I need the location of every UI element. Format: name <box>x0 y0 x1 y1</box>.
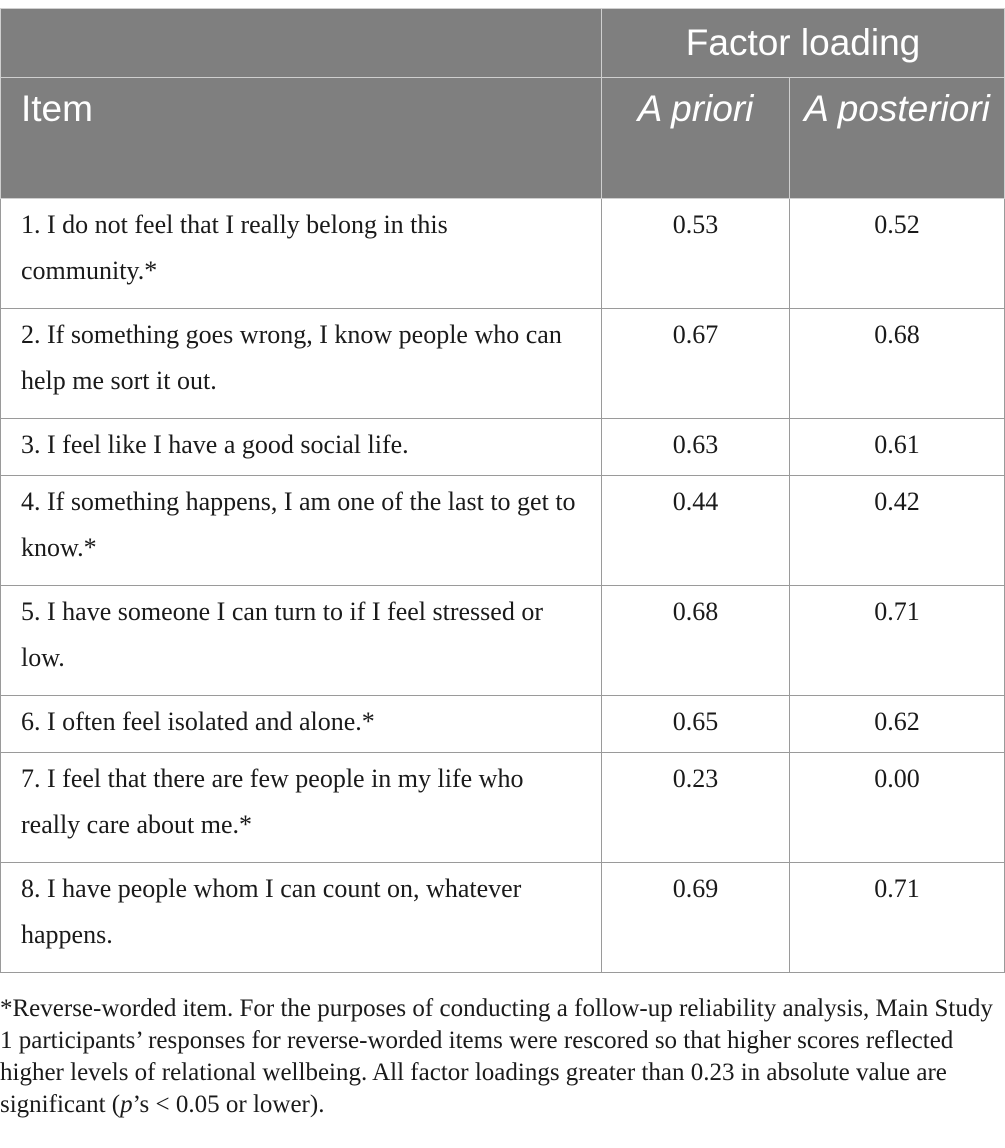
a-priori-value: 0.63 <box>602 419 790 476</box>
footnote-text-before: *Reverse-worded item. For the purposes of conducting a follow-up reliability analysis, Main Study 1 participants’ responses for reverse-worded items were rescored so that higher scores reflected higher levels of relational wellbeing. All factor loadings greater than 0.23 in absolute value are significant ( <box>0 995 993 1118</box>
table-row <box>1 863 1005 973</box>
a-posteriori-value: 0.62 <box>790 696 1005 753</box>
factor-loading-header: Factor loading <box>602 9 1005 78</box>
a-posteriori-value: 0.71 <box>790 863 1005 973</box>
table-footnote <box>0 993 1004 1121</box>
item-cell: 1. I do not feel that I really belong in this community.* <box>1 199 602 309</box>
a-posteriori-value: 0.42 <box>790 476 1005 586</box>
item-cell: 4. If something happens, I am one of the last to get to know.* <box>1 476 602 586</box>
item-cell: 2. If something goes wrong, I know people who can help me sort it out. <box>1 309 602 419</box>
table-row <box>1 199 1005 309</box>
header-row-group <box>1 9 1005 78</box>
a-posteriori-value: 0.68 <box>790 309 1005 419</box>
item-cell: 6. I often feel isolated and alone.* <box>1 696 602 753</box>
footnote-p-symbol: p <box>120 1091 133 1118</box>
a-posteriori-value: 0.61 <box>790 419 1005 476</box>
table-row <box>1 309 1005 419</box>
a-priori-value: 0.53 <box>602 199 790 309</box>
header-blank-cell <box>1 9 602 78</box>
a-posteriori-value: 0.52 <box>790 199 1005 309</box>
a-priori-value: 0.44 <box>602 476 790 586</box>
a-priori-value: 0.69 <box>602 863 790 973</box>
item-cell: 8. I have people whom I can count on, whatever happens. <box>1 863 602 973</box>
item-column-header: Item <box>1 78 602 199</box>
a-posteriori-value: 0.71 <box>790 586 1005 696</box>
header-row-columns <box>1 78 1005 199</box>
table-row <box>1 753 1005 863</box>
item-cell: 3. I feel like I have a good social life. <box>1 419 602 476</box>
a-priori-value: 0.67 <box>602 309 790 419</box>
a-priori-value: 0.65 <box>602 696 790 753</box>
item-cell: 5. I have someone I can turn to if I feel stressed or low. <box>1 586 602 696</box>
table-row <box>1 476 1005 586</box>
table-row <box>1 586 1005 696</box>
factor-loading-table <box>0 8 1005 973</box>
table-row <box>1 419 1005 476</box>
a-priori-column-header: A priori <box>602 78 790 199</box>
a-posteriori-column-header: A posteriori <box>790 78 1005 199</box>
a-posteriori-value: 0.00 <box>790 753 1005 863</box>
a-priori-value: 0.23 <box>602 753 790 863</box>
item-cell: 7. I feel that there are few people in my life who really care about me.* <box>1 753 602 863</box>
footnote-text-after: ’s < 0.05 or lower). <box>132 1091 325 1118</box>
table-row <box>1 696 1005 753</box>
a-priori-value: 0.68 <box>602 586 790 696</box>
